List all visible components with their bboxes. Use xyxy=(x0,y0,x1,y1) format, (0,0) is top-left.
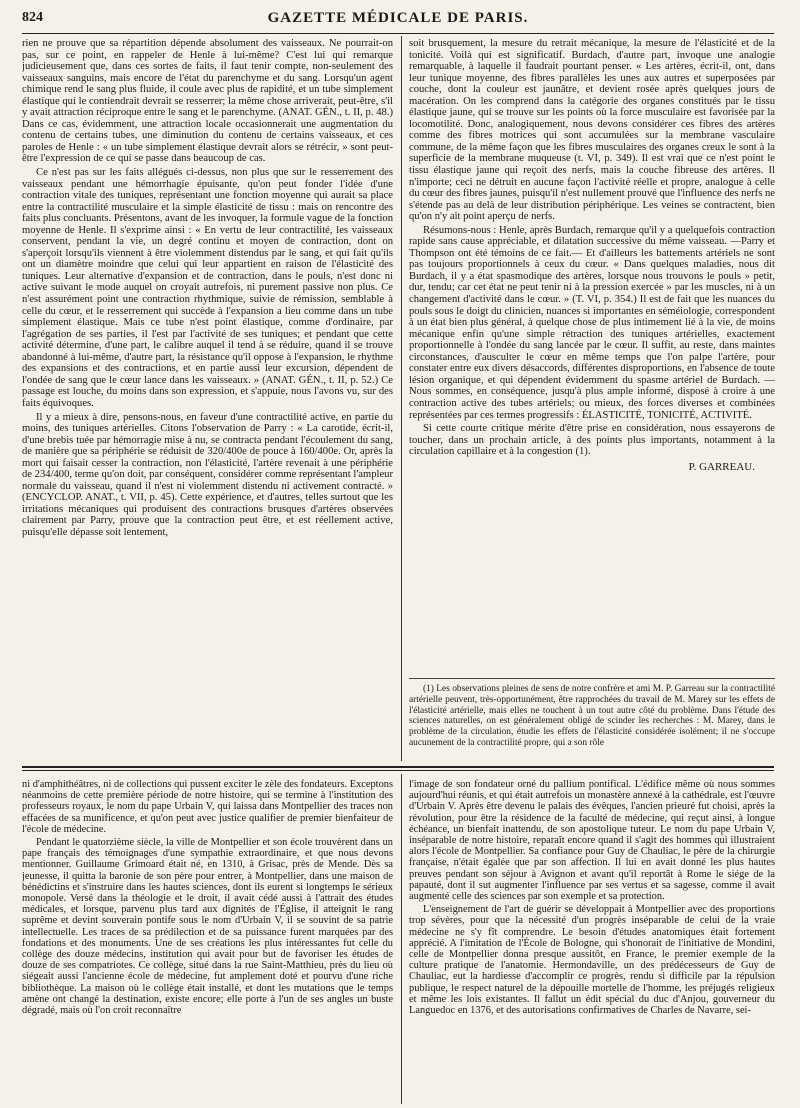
feuilleton-rule xyxy=(22,766,774,768)
article-right-column xyxy=(409,38,775,670)
column-divider-top xyxy=(401,36,402,761)
article-left-column xyxy=(22,38,393,760)
feuilleton-rule-thin xyxy=(22,770,774,771)
author-signature: P. GARREAU. xyxy=(688,460,755,473)
feuilleton-left-column xyxy=(22,779,393,1105)
header-rule xyxy=(22,33,774,34)
feuilleton-left-paragraph: Pendant le quatorzième siècle, la ville de Montpellier et son école trouvèrent dans un pape français des témoignages d'une sympathie extraordinaire, et que nous devons mentionner. Guillaume Grimoard était né, en 1310, à Grisac, près de Mende. Dès sa jeunesse, il quitta la baronie de son père pour entrer, à Montpellier, dans une maison de bénédictins et s'instruire dans les hautes sciences, dont ils eurent si longtemps le sérieux monopole. Versé dans la théologie et le droit, il avait cédé aussi à l'attrait des études médicales, et lorsque, parvenu plus tard aux dignités de l'Église, il atteignit le rang suprême et devint souverain pontife sous le nom d'Urbain V, il se souvint de sa patrie intellectuelle. Les traces de sa prédilection et de sa puissance furent marquées par des fondations et des monuments. Une de ses créations les plus intéressantes fut celle du collège des douze médecins, institution qui avait pour but de favoriser les études de douze de ses compatriotes. Ce collège, situé dans la rue Saint-Matthieu, près du lieu où siégeait aussi l'ancienne école de médecine, fut amplement doté et pourvu d'une riche bibliothèque. La maison où le collège était installé, et dont les mutations que le temps amène ont changé la destination, existe encore; elle porte à l'un de ses angles un buste dégradé, mais où l'on croit reconnaître xyxy=(22,837,393,1017)
article-right-paragraph: Résumons-nous : Henle, après Burdach, remarque qu'il y a quelquefois contraction rapide sans cause appréciable, et dilatation successive du même vaisseau. —Parry et Thompson ont été témoins de ce fait.— Et d'ailleurs les battements artériels ne sont pas toujours proportionnels à ceux du cœur. « Dans quelques maladies, nous dit Burdach, il y a état spasmodique des artères, lorsque nous trouvons le pouls » petit, dur, tendu; car cet état ne peut tenir ni à la pression exercée » par les muscles, ni à un changement d'activité dans le cœur. » (T. VI, p. 354.) Il est de fait que les nuances du pouls sous le doigt du clinicien, nuances si importantes en séméiologie, correspondent à un état bien plus général, à quelque chose de plus intimement lié à la vie, de moins mécanique enfin qu'une simple rétraction des tuniques artérielles, exactement proportionnelle à l'ondée du sang lancée par le cœur. Il suffit, au reste, dans maintes circonstances, d'ausculter le cœur en même temps que l'on palpe l'artère, pour constater entre eux divers désaccords, différentes disproportions, en l'absence de toute lésion organique, et qui dépendent évidemment du spasme artériel de Burdach. — Nous sommes, en conséquence, jusqu'à plus ample informé, disposé à croire à une contraction active des tubes artériels; ou mieux, des forces diverses et combinées représentées par ces termes progressifs : ÉLASTICITÉ, TONICITÉ, ACTIVITÉ. xyxy=(409,224,775,421)
article-left-paragraph: Ce n'est pas sur les faits allégués ci-dessus, non plus que sur le resserrement des vaisseaux pendant une hémorrhagie épuisante, qu'on peut fonder l'idée d'une contraction vitale des tuniques, représentant une fonction moyenne qui aurait sa place entre la contractilité musculaire et la simple élasticité de tissu : mais on rencontre des faits plus concluants. Présentons, avant de les invoquer, la formule vague de la fonction moyenne de Henle. Il s'exprime ainsi : « En vertu de leur contractilité, les vaisseaux conservent, pendant la vie, un degré continu et moyen de contraction, dont on s'aperçoit lorsqu'ils viennent à être violemment distendus par le sang, et qui fait qu'ils ont un diamètre moindre que celui qui leur appartient en raison de l'élasticité des tuniques. Leur alternative d'expansion et de contraction, dans le pouls, n'est donc ni active suivant le mode auquel on croyait autrefois, ni purement passive non plus. Ce n'est assurément point une contraction rhythmique, suivie de rémission, semblable à celle du cœur, et le resserrement qui succède à l'expansion a lieu comme dans un tube simplement élastique. Mais ce tube n'est point élastique, comme d'ordinaire, par l'agrégation de ses parties, il l'est par l'activité de ses tuniques; et pendant que cette activité détermine, d'une part, le calibre auquel il tend à se réduire, quand il se trouve abandonné à lui-même, d'autre part, la résistance qu'il oppose à l'expansion, le rhythme des expansions et des contractions, et en partie aussi leur excursion, dépendent de l'ondée de sang que le cœur lance dans les vaisseaux. » (ANAT. GÉN., t. II, p. 52.) Ce passage est louche, du moins dans son expression, et s'appuie, nous l'avons vu, sur des faits équivoques. xyxy=(22,167,393,409)
feuilleton-right-paragraph: L'enseignement de l'art de guérir se développait à Montpellier avec des proportions trop sévères, pour que la nécessité d'un progrès inséparable de celui de la vraie médecine ne s'y fît comprendre. Le besoin d'études anatomiques était fortement apprécié. A l'imitation de l'École de Bologne, qui s'honorait de l'initiative de Mondini, celle de Montpellier donna presque aussitôt, en France, le premier exemple de la culture pratique de l'anatomie. Hermondaville, un des prédécesseurs de Guy de Chauliac, eut la hardiesse d'accomplir ce progrès, rendu si difficile par la répulsion publique, le respect naturel de la dépouille mortelle de l'homme, les préjugés religieux et même les lois existantes. Il fallut un édit spécial du duc d'Anjou, gouverneur du Languedoc en 1376, et des autorisations confirmatives de Charles de Navarre, sei- xyxy=(409,904,775,1017)
article-left-paragraph: rien ne prouve que sa répartition dépende absolument des vaisseaux. Ne pourrait-on pas, sur ce point, en rappeler de Henle à lui-même? C'est lui qui remarque judicieusement que, dans ces sortes de faits, il faut tenir compte, non-seulement des vaisseaux sanguins, mais encore de l'état du parenchyme et du sang. Lorsqu'un agent chimique rend le sang plus fluide, il coule avec plus de rapidité, et un tube simplement élastique qui le contiendrait devrait se resserrer; la même chose arriverait, peut-être, s'il y avait attraction réciproque entre le sang et le parenchyme. (ANAT. GÉN., t. II, p. 48.) Dans ce cas, évidemment, une attraction locale occasionnerait une augmentation du contenu de certains tubes, une diminution du contenu de certains vaisseaux, et ces paroles de Henle : « un tube simplement élastique devrait alors se rétrécir, » sont peut-être l'expression de ce qui se passe dans beaucoup de cas. xyxy=(22,38,393,165)
footnote xyxy=(409,684,775,762)
feuilleton-right-paragraph: l'image de son fondateur orné du pallium pontifical. L'édifice même où nous sommes aujourd'hui réunis, et qui était autrefois un monastère annexé à la cathédrale, est l'œuvre d'Urbain V. Après être devenu le palais des évêques, l'ancien prieuré fut choisi, après la révolution, pour être la résidence de la faculté de médecine, qui reçut ainsi, à longue échéance, un bienfait inattendu, de son apostolique tuteur. Le nom du pape Urbain V, inséparable de notre histoire, reparaît encore quand il s'agit des hommes qui illustraient alors l'école de Montpellier. Sa confiance pour Guy de Chauliac, le père de la chirurgie française, n'était égalée que par son affection. Il lui en avait donné les plus hautes preuves pendant son séjour à Avignon et avant qu'il reportât à Rome le siége de la papauté, dont il sut augmenter l'influence par ses vertus et sa sagesse, comme il avait augmenté celle des sciences par son exemple et sa protection. xyxy=(409,779,775,903)
feuilleton-left-paragraph: ni d'amphithéâtres, ni de collections qui pussent exciter le zèle des fondateurs. Exceptons néanmoins de cette première période de notre histoire, qui se termine à l'institution des professeurs royaux, le nom du pape Urbain V, qui laissa dans Montpellier des traces non effacées de sa munificence, et qu'on peut avec justice qualifier de premier bienfaiteur de l'école de médecine. xyxy=(22,779,393,835)
article-right-paragraph: Si cette courte critique mérite d'être prise en considération, nous essayerons de toucher, dans un prochain article, à des points plus importants, notamment à la circulation capillaire et à la congestion (1). xyxy=(409,423,775,458)
column-divider-bottom xyxy=(401,774,402,1104)
page-header xyxy=(22,8,774,30)
page-number: 824 xyxy=(22,10,43,25)
feuilleton-right-column xyxy=(409,779,775,1105)
journal-title: GAZETTE MÉDICALE DE PARIS. xyxy=(267,10,529,26)
article-left-paragraph: Il y a mieux à dire, pensons-nous, en faveur d'une contractilité active, en partie du moins, des tuniques artérielles. Citons l'observation de Parry : « La carotide, écrit-il, d'une brebis tuée par hémorragie mise à nu, se contracta pendant l'écoulement du sang, de manière que sa périphérie se réduisit de 320/400e de pouce à 160/400e. Or, après la mort qui faisait cesser la contraction, non l'élasticité, l'artère revenait à une périphérie de 234/400, terme qu'on doit, par conséquent, considérer comme représentant l'ampleur normale du vaisseau, quand il n'est ni violemment distendu ni activement contracté. » (ENCYCLOP. ANAT., t. VII, p. 45). Cette expérience, et d'autres, telles surtout que les irritations mécaniques qui produisent des contractions brusques d'artères observées clairement par Parry, prouve que la contraction peut être, et est réellement active, puisqu'elle dépasse soit lentement, xyxy=(22,411,393,538)
footnote-rule xyxy=(409,678,775,679)
article-right-paragraph: soit brusquement, la mesure du retrait mécanique, la mesure de l'élasticité et de la tonicité. Voilà qui est significatif. Burdach, d'autre part, invoque une analogie remarquable, à laquelle il faudrait pourtant penser. « Les artères, écrit-il, ont, dans leur tunique moyenne, des fibres parallèles les unes aux autres et superposées par couche, dont la couleur est jaunâtre, et devient rosée après quelques jours de macération. On les comprend dans la catégorie des organes constitués par le tissu élastique jaune, qui se trouve sur les points où la force musculaire est favorisée par la locomotilité. Donc, analogiquement, nous devons considérer ces fibres des artères comme des fibres motrices qui sont accumulées sur la membrane vasculaire commune, de la même façon que les fibres musculaires des organes creux le sont à la superficie de la membrane muqueuse (t. VI, p. 349). Il est vrai que ce n'est point le tissu élastique jaune qui reçoit des nerfs, mais la couche fibreuse des artères. Il n'importe; ceci ne détruit en aucune façon l'activité réelle et propre, analogue à celle du cœur des fibres jaunes, puisqu'il n'est nullement prouvé que l'influence des nerfs ne s'étende pas au delà de leur distribution périphérique. Les veines se contractent, bien qu'on n'y ait point aperçu de nerfs. xyxy=(409,38,775,223)
footnote-text: (1) Les observations pleines de sens de notre confrère et ami M. P. Garreau sur la contractilité artérielle peuvent, très-opportunément, être rapprochées du travail de M. Marey sur les effets de l'élasticité artérielle, mais elles ne touchent à un tout autre côté du problème. Dans l'étude des sciences naturelles, on est généralement obligé de scinder les recherches : M. Marey, dans le problème de la circulation, étudie les effets de l'élasticité considérée isolément; il ne s'occupe aucunement de la contractilité propre, qui a son rôle xyxy=(409,684,775,748)
